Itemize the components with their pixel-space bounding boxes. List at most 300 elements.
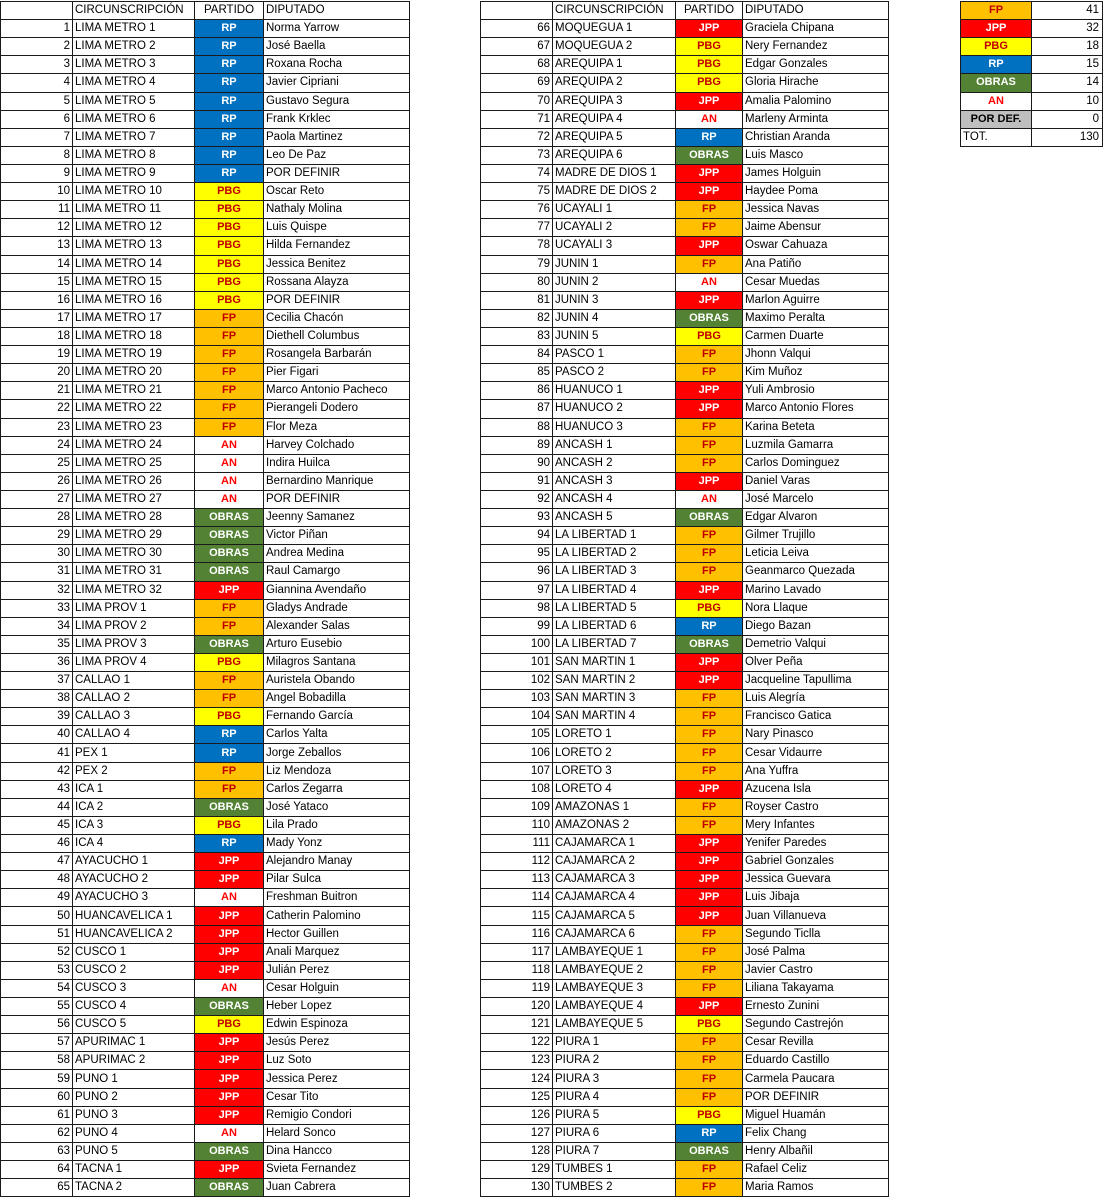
summary-row (961, 20, 1103, 38)
circunscripcion-cell: AYACUCHO 1 (73, 853, 195, 871)
row-number: 43 (1, 780, 73, 798)
party-badge: FP (195, 617, 264, 635)
row-number: 111 (481, 835, 553, 853)
row-number: 48 (1, 871, 73, 889)
circunscripcion-cell: LA LIBERTAD 3 (553, 563, 676, 581)
summary-party-badge: JPP (961, 20, 1032, 38)
diputado-cell: Jeenny Samanez (264, 509, 410, 527)
summary-row (961, 38, 1103, 56)
party-badge: OBRAS (195, 798, 264, 816)
circunscripcion-cell: ICA 2 (73, 798, 195, 816)
table-row (1, 653, 410, 671)
table-row (481, 291, 889, 309)
row-number: 16 (1, 291, 73, 309)
summary-party-badge: RP (961, 56, 1032, 74)
party-badge: OBRAS (195, 635, 264, 653)
row-number: 116 (481, 925, 553, 943)
row-number: 9 (1, 164, 73, 182)
party-badge: PBG (676, 1016, 743, 1034)
party-badge: PBG (195, 291, 264, 309)
table-row (1, 907, 410, 925)
diputado-cell: José Marcelo (743, 490, 889, 508)
circunscripcion-cell: CAJAMARCA 6 (553, 925, 676, 943)
row-number: 57 (1, 1034, 73, 1052)
table-row (481, 38, 889, 56)
row-number: 53 (1, 961, 73, 979)
circunscripcion-cell: LIMA METRO 16 (73, 291, 195, 309)
party-badge: RP (195, 835, 264, 853)
summary-row (961, 74, 1103, 92)
diputado-cell: Carlos Dominguez (743, 454, 889, 472)
table-row (1, 1070, 410, 1088)
party-badge: JPP (676, 581, 743, 599)
circunscripcion-cell: ANCASH 4 (553, 490, 676, 508)
row-number: 37 (1, 672, 73, 690)
diputado-cell: Anali Marquez (264, 943, 410, 961)
row-number: 76 (481, 201, 553, 219)
row-number: 1 (1, 20, 73, 38)
party-badge: OBRAS (195, 998, 264, 1016)
party-badge: JPP (676, 998, 743, 1016)
row-number: 108 (481, 780, 553, 798)
row-number: 130 (481, 1179, 553, 1197)
circunscripcion-cell: HUANCAVELICA 1 (73, 907, 195, 925)
table-row (1, 346, 410, 364)
circunscripcion-cell: LIMA METRO 27 (73, 490, 195, 508)
circunscripcion-cell: TACNA 1 (73, 1161, 195, 1179)
diputado-cell: Pierangeli Dodero (264, 400, 410, 418)
party-badge: JPP (676, 853, 743, 871)
table-row (1, 1106, 410, 1124)
circunscripcion-cell: PUNO 4 (73, 1124, 195, 1142)
diputado-cell: Luz Soto (264, 1052, 410, 1070)
row-number: 84 (481, 346, 553, 364)
row-number: 97 (481, 581, 553, 599)
circunscripcion-cell: LORETO 4 (553, 780, 676, 798)
party-badge: FP (676, 1161, 743, 1179)
party-badge: OBRAS (195, 527, 264, 545)
diputado-cell: Jessica Perez (264, 1070, 410, 1088)
row-number: 91 (481, 472, 553, 490)
diputado-cell: Edgar Alvaron (743, 509, 889, 527)
header-partido: PARTIDO (195, 2, 264, 20)
seats-table-right-body (481, 2, 889, 1197)
row-number: 26 (1, 472, 73, 490)
circunscripcion-cell: AYACUCHO 3 (73, 889, 195, 907)
table-row (1, 219, 410, 237)
row-number: 72 (481, 128, 553, 146)
party-badge: RP (195, 92, 264, 110)
party-badge: FP (676, 418, 743, 436)
diputado-cell: James Holguin (743, 164, 889, 182)
row-number: 40 (1, 726, 73, 744)
seats-table-left (0, 1, 410, 1197)
table-row (1, 835, 410, 853)
party-badge: PBG (676, 599, 743, 617)
circunscripcion-cell: LIMA METRO 14 (73, 255, 195, 273)
diputado-cell: Jacqueline Tapullima (743, 672, 889, 690)
row-number: 36 (1, 653, 73, 671)
party-badge: JPP (195, 1052, 264, 1070)
diputado-cell: Marleny Arminta (743, 110, 889, 128)
circunscripcion-cell: LIMA METRO 15 (73, 273, 195, 291)
party-badge: JPP (676, 871, 743, 889)
table-row (481, 853, 889, 871)
table-row (481, 599, 889, 617)
circunscripcion-cell: PIURA 1 (553, 1034, 676, 1052)
diputado-cell: Raul Camargo (264, 563, 410, 581)
diputado-cell: Dina Hancco (264, 1142, 410, 1160)
table-row (1, 943, 410, 961)
table-row (1, 1161, 410, 1179)
party-badge: JPP (195, 1034, 264, 1052)
table-row (481, 400, 889, 418)
table-row (1, 56, 410, 74)
row-number: 64 (1, 1161, 73, 1179)
circunscripcion-cell: AREQUIPA 1 (553, 56, 676, 74)
row-number: 66 (481, 20, 553, 38)
diputado-cell: Lila Prado (264, 816, 410, 834)
table-row (1, 472, 410, 490)
party-badge: FP (676, 943, 743, 961)
party-badge: FP (676, 346, 743, 364)
party-badge: FP (676, 1052, 743, 1070)
row-number: 23 (1, 418, 73, 436)
row-number: 27 (1, 490, 73, 508)
party-badge: JPP (195, 907, 264, 925)
table-row (481, 780, 889, 798)
party-badge: FP (195, 418, 264, 436)
summary-party-badge: FP (961, 2, 1032, 20)
row-number: 2 (1, 38, 73, 56)
diputado-cell: Ana Patiño (743, 255, 889, 273)
circunscripcion-cell: SAN MARTIN 2 (553, 672, 676, 690)
row-number: 32 (1, 581, 73, 599)
party-badge: FP (676, 708, 743, 726)
diputado-cell: Hilda Fernandez (264, 237, 410, 255)
summary-seat-count: 10 (1032, 92, 1103, 110)
diputado-cell: Luis Jibaja (743, 889, 889, 907)
table-row (481, 581, 889, 599)
party-badge: FP (195, 400, 264, 418)
diputado-cell: José Baella (264, 38, 410, 56)
row-number: 29 (1, 527, 73, 545)
row-number: 68 (481, 56, 553, 74)
diputado-cell: POR DEFINIR (264, 490, 410, 508)
diputado-cell: Javier Castro (743, 961, 889, 979)
party-badge: FP (676, 744, 743, 762)
party-badge: AN (676, 273, 743, 291)
table-row (481, 146, 889, 164)
table-row (481, 382, 889, 400)
diputado-cell: Liz Mendoza (264, 762, 410, 780)
diputado-cell: Felix Chang (743, 1124, 889, 1142)
circunscripcion-cell: LIMA METRO 29 (73, 527, 195, 545)
row-number: 102 (481, 672, 553, 690)
diputado-cell: Bernardino Manrique (264, 472, 410, 490)
circunscripcion-cell: JUNIN 2 (553, 273, 676, 291)
circunscripcion-cell: CAJAMARCA 3 (553, 871, 676, 889)
diputado-cell: Liliana Takayama (743, 979, 889, 997)
circunscripcion-cell: LIMA METRO 19 (73, 346, 195, 364)
party-badge: FP (195, 780, 264, 798)
circunscripcion-cell: ANCASH 5 (553, 509, 676, 527)
header-partido: PARTIDO (676, 2, 743, 20)
circunscripcion-cell: LIMA METRO 23 (73, 418, 195, 436)
summary-seat-count: 32 (1032, 20, 1103, 38)
party-badge: AN (195, 436, 264, 454)
party-badge: FP (676, 454, 743, 472)
circunscripcion-cell: LIMA METRO 11 (73, 201, 195, 219)
summary-seat-count: 14 (1032, 74, 1103, 92)
summary-row (961, 56, 1103, 74)
diputado-cell: Henry Albañil (743, 1142, 889, 1160)
table-row (1, 599, 410, 617)
row-number: 61 (1, 1106, 73, 1124)
table-row (1, 635, 410, 653)
party-badge: JPP (676, 164, 743, 182)
table-row (481, 183, 889, 201)
summary-row (961, 92, 1103, 110)
row-number: 109 (481, 798, 553, 816)
party-badge: FP (195, 364, 264, 382)
table-row (481, 364, 889, 382)
party-badge: RP (195, 744, 264, 762)
diputado-cell: Rossana Alayza (264, 273, 410, 291)
party-badge: FP (195, 327, 264, 345)
table-row (1, 183, 410, 201)
table-row (481, 128, 889, 146)
table-row (481, 1124, 889, 1142)
circunscripcion-cell: LIMA METRO 4 (73, 74, 195, 92)
table-row (481, 509, 889, 527)
circunscripcion-cell: MADRE DE DIOS 2 (553, 183, 676, 201)
circunscripcion-cell: LIMA METRO 9 (73, 164, 195, 182)
circunscripcion-cell: HUANUCO 1 (553, 382, 676, 400)
party-badge: JPP (195, 871, 264, 889)
circunscripcion-cell: ANCASH 2 (553, 454, 676, 472)
party-badge: JPP (676, 183, 743, 201)
party-badge: JPP (676, 400, 743, 418)
circunscripcion-cell: JUNIN 3 (553, 291, 676, 309)
party-badge: PBG (195, 219, 264, 237)
circunscripcion-cell: AYACUCHO 2 (73, 871, 195, 889)
summary-seat-count: 15 (1032, 56, 1103, 74)
row-number: 71 (481, 110, 553, 128)
row-number: 35 (1, 635, 73, 653)
party-badge: JPP (676, 92, 743, 110)
party-badge: RP (676, 128, 743, 146)
diputado-cell: Nery Fernandez (743, 38, 889, 56)
diputado-cell: Marco Antonio Pacheco (264, 382, 410, 400)
circunscripcion-cell: HUANUCO 3 (553, 418, 676, 436)
diputado-cell: Yuli Ambrosio (743, 382, 889, 400)
row-number: 103 (481, 690, 553, 708)
party-badge: RP (195, 128, 264, 146)
row-number: 118 (481, 961, 553, 979)
circunscripcion-cell: LIMA METRO 26 (73, 472, 195, 490)
circunscripcion-cell: LA LIBERTAD 4 (553, 581, 676, 599)
circunscripcion-cell: LA LIBERTAD 2 (553, 545, 676, 563)
row-number: 30 (1, 545, 73, 563)
party-badge: OBRAS (676, 146, 743, 164)
row-number: 126 (481, 1106, 553, 1124)
summary-party-badge: PBG (961, 38, 1032, 56)
table-row (1, 617, 410, 635)
diputado-cell: Leo De Paz (264, 146, 410, 164)
row-number: 110 (481, 816, 553, 834)
table-row (481, 816, 889, 834)
summary-row (961, 110, 1103, 128)
table-row (481, 1034, 889, 1052)
table-row (1, 400, 410, 418)
party-badge: JPP (195, 581, 264, 599)
diputado-cell: Jessica Guevara (743, 871, 889, 889)
row-number: 56 (1, 1016, 73, 1034)
row-number: 6 (1, 110, 73, 128)
diputado-cell: Andrea Medina (264, 545, 410, 563)
diputado-cell: Luis Masco (743, 146, 889, 164)
diputado-cell: Francisco Gatica (743, 708, 889, 726)
table-row (481, 110, 889, 128)
header-number (1, 2, 73, 20)
circunscripcion-cell: JUNIN 4 (553, 309, 676, 327)
row-number: 4 (1, 74, 73, 92)
row-number: 79 (481, 255, 553, 273)
row-number: 122 (481, 1034, 553, 1052)
row-number: 49 (1, 889, 73, 907)
circunscripcion-cell: PIURA 3 (553, 1070, 676, 1088)
circunscripcion-cell: APURIMAC 2 (73, 1052, 195, 1070)
diputado-cell: José Yataco (264, 798, 410, 816)
row-number: 44 (1, 798, 73, 816)
table-row (1, 201, 410, 219)
diputado-cell: Julián Perez (264, 961, 410, 979)
table-row (1, 961, 410, 979)
row-number: 45 (1, 816, 73, 834)
diputado-cell: Cesar Muedas (743, 273, 889, 291)
party-badge: PBG (676, 74, 743, 92)
diputado-cell: Gladys Andrade (264, 599, 410, 617)
row-number: 127 (481, 1124, 553, 1142)
table-row (481, 346, 889, 364)
circunscripcion-cell: CAJAMARCA 2 (553, 853, 676, 871)
party-badge: AN (195, 1124, 264, 1142)
row-number: 46 (1, 835, 73, 853)
diputado-cell: Marlon Aguirre (743, 291, 889, 309)
circunscripcion-cell: LAMBAYEQUE 4 (553, 998, 676, 1016)
party-badge: FP (676, 961, 743, 979)
circunscripcion-cell: LIMA METRO 12 (73, 219, 195, 237)
circunscripcion-cell: LIMA METRO 7 (73, 128, 195, 146)
circunscripcion-cell: PEX 1 (73, 744, 195, 762)
table-row (481, 744, 889, 762)
party-badge: FP (676, 201, 743, 219)
diputado-cell: Rafael Celiz (743, 1161, 889, 1179)
circunscripcion-cell: LA LIBERTAD 6 (553, 617, 676, 635)
party-badge: PBG (195, 273, 264, 291)
party-badge: OBRAS (195, 1179, 264, 1197)
summary-party-badge: AN (961, 92, 1032, 110)
row-number: 94 (481, 527, 553, 545)
table-row (481, 490, 889, 508)
diputado-cell: Miguel Huamán (743, 1106, 889, 1124)
row-number: 18 (1, 327, 73, 345)
table-row (481, 762, 889, 780)
row-number: 129 (481, 1161, 553, 1179)
table-row (481, 92, 889, 110)
circunscripcion-cell: LIMA METRO 28 (73, 509, 195, 527)
circunscripcion-cell: PIURA 4 (553, 1088, 676, 1106)
party-badge: FP (676, 816, 743, 834)
party-badge: FP (195, 346, 264, 364)
diputado-cell: Flor Meza (264, 418, 410, 436)
summary-seat-count: 41 (1032, 2, 1103, 20)
row-number: 69 (481, 74, 553, 92)
table-row (481, 563, 889, 581)
circunscripcion-cell: SAN MARTIN 4 (553, 708, 676, 726)
table-row (481, 798, 889, 816)
party-badge: RP (676, 1124, 743, 1142)
table-row (1, 816, 410, 834)
circunscripcion-cell: LIMA METRO 2 (73, 38, 195, 56)
table-row (1, 889, 410, 907)
circunscripcion-cell: LORETO 2 (553, 744, 676, 762)
row-number: 74 (481, 164, 553, 182)
row-number: 100 (481, 635, 553, 653)
circunscripcion-cell: SAN MARTIN 1 (553, 653, 676, 671)
diputado-cell: Luzmila Gamarra (743, 436, 889, 454)
circunscripcion-cell: PASCO 1 (553, 346, 676, 364)
circunscripcion-cell: LIMA METRO 17 (73, 309, 195, 327)
party-badge: PBG (195, 653, 264, 671)
table-row (1, 545, 410, 563)
row-number: 15 (1, 273, 73, 291)
party-badge: FP (676, 527, 743, 545)
diputado-cell: Heber Lopez (264, 998, 410, 1016)
circunscripcion-cell: CALLAO 4 (73, 726, 195, 744)
diputado-cell: Luis Alegría (743, 690, 889, 708)
circunscripcion-cell: LIMA METRO 21 (73, 382, 195, 400)
circunscripcion-cell: CUSCO 3 (73, 979, 195, 997)
circunscripcion-cell: CUSCO 1 (73, 943, 195, 961)
diputado-cell: Edgar Gonzales (743, 56, 889, 74)
table-row (1, 1016, 410, 1034)
party-badge: OBRAS (676, 635, 743, 653)
diputado-cell: Karina Beteta (743, 418, 889, 436)
diputado-cell: Daniel Varas (743, 472, 889, 490)
circunscripcion-cell: LIMA METRO 32 (73, 581, 195, 599)
table-row (481, 164, 889, 182)
table-row (481, 835, 889, 853)
party-badge: FP (676, 364, 743, 382)
row-number: 5 (1, 92, 73, 110)
table-row (1, 925, 410, 943)
table-row (481, 998, 889, 1016)
table-row (1, 509, 410, 527)
table-row (1, 563, 410, 581)
summary-party-badge: POR DEF. (961, 110, 1032, 128)
table-row (481, 454, 889, 472)
row-number: 28 (1, 509, 73, 527)
table-row (1, 672, 410, 690)
row-number: 85 (481, 364, 553, 382)
row-number: 105 (481, 726, 553, 744)
diputado-cell: Helard Sonco (264, 1124, 410, 1142)
diputado-cell: Arturo Eusebio (264, 635, 410, 653)
row-number: 107 (481, 762, 553, 780)
party-badge: FP (676, 690, 743, 708)
